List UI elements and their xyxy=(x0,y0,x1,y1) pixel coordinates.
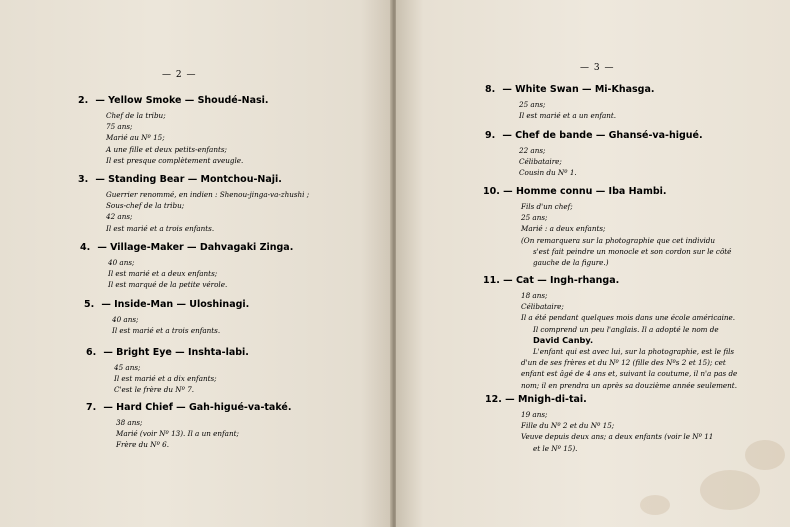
entry-line: Il est marqué de la petite vérole. xyxy=(108,280,228,290)
entry-heading: — Chef de bande — Ghansé-va-higué. xyxy=(502,130,703,141)
entry-line-bold: David Canby. xyxy=(533,334,594,345)
entry-heading: — Cat — Ingh-rhanga. xyxy=(503,275,620,286)
paper-stain xyxy=(745,440,785,470)
entry-line: 42 ans; xyxy=(106,212,133,222)
entry-number: 12. xyxy=(485,394,502,405)
page-number-left: — 2 — xyxy=(162,70,197,80)
entry-line: Marié au Nº 15; xyxy=(106,133,165,143)
entry-heading: — White Swan — Mi-Khasga. xyxy=(502,84,655,95)
entry-heading: — Village-Maker — Dahvagaki Zinga. xyxy=(97,242,294,253)
entry-line: Fille du Nº 2 et du Nº 15; xyxy=(521,421,615,431)
entry-number: 2. xyxy=(78,95,89,106)
entry-line: 75 ans; xyxy=(106,122,133,132)
entry-number: 11. xyxy=(483,275,500,286)
entry-line: 25 ans; xyxy=(521,213,548,223)
entry-2 xyxy=(78,95,269,166)
entry-line: 38 ans; xyxy=(116,418,143,427)
entry-line: Cousin du Nº 1. xyxy=(519,168,577,178)
entry-number: 7. xyxy=(86,402,97,413)
entry-line: Il est marié et a deux enfants; xyxy=(108,269,218,279)
entry-11 xyxy=(483,275,737,391)
entry-line: Il est marié et a un enfant. xyxy=(519,111,617,121)
entry-number: 6. xyxy=(86,347,97,358)
entry-9 xyxy=(485,130,703,179)
entry-line: 40 ans; xyxy=(108,258,135,267)
entry-line: et le Nº 15). xyxy=(533,443,578,453)
entry-7 xyxy=(86,402,291,451)
paper-stain xyxy=(640,495,670,515)
entry-heading: — Yellow Smoke — Shoudé-Nasi. xyxy=(95,95,269,106)
entry-heading: — Bright Eye — Inshta-labi. xyxy=(103,347,249,358)
entry-number: 3. xyxy=(78,174,89,185)
entry-line: Marié (voir Nº 13). Il a un enfant; xyxy=(116,429,239,439)
entry-line: gauche de la figure.) xyxy=(533,258,609,268)
entry-heading: — Standing Bear — Montchou-Naji. xyxy=(95,174,282,185)
entry-heading: — Mnigh-di-tai. xyxy=(505,394,587,405)
entry-line: Célibataire; xyxy=(521,302,564,312)
entry-4 xyxy=(80,242,293,291)
entry-line: Il est presque complètement aveugle. xyxy=(106,155,244,165)
entry-heading: — Homme connu — Iba Hambi. xyxy=(503,186,667,197)
entry-6 xyxy=(86,347,249,396)
entry-line: Marié : a deux enfants; xyxy=(521,224,606,234)
entry-line: Fils d'un chef; xyxy=(521,202,573,211)
entry-line: 25 ans; xyxy=(519,100,546,109)
entry-line: Il est marié et a trois enfants. xyxy=(112,326,221,336)
entry-line: 22 ans; xyxy=(519,146,546,155)
entry-number: 5. xyxy=(84,299,95,310)
entry-line: (On remarquera sur la photographie que cet individu xyxy=(521,235,716,245)
entry-line: Il est marié et a dix enfants; xyxy=(114,374,217,384)
entry-heading: — Hard Chief — Gah-higué-va-také. xyxy=(103,402,292,413)
entry-8 xyxy=(485,84,654,121)
entry-line: C'est le frère du Nº 7. xyxy=(114,385,195,395)
entry-line: Frère du Nº 6. xyxy=(116,440,169,450)
entry-line: L'enfant qui est avec lui, sur la photographie, est le fils xyxy=(533,347,735,357)
entry-10 xyxy=(483,186,731,268)
page-number-right: — 3 — xyxy=(580,63,615,73)
entry-12 xyxy=(485,394,713,454)
entry-line: enfant est âgé de 4 ans et, suivant la coutume, il n'a pas de xyxy=(521,369,738,379)
entry-line: Il comprend un peu l'anglais. Il a adopté le nom de xyxy=(533,324,719,334)
entry-number: 10. xyxy=(483,186,500,197)
entry-3 xyxy=(78,174,309,234)
entry-5 xyxy=(84,299,249,336)
paper-stain xyxy=(700,470,760,510)
entry-line: Il est marié et a trois enfants. xyxy=(106,223,215,233)
entry-line: A une fille et deux petits-enfants; xyxy=(106,144,227,154)
entry-number: 4. xyxy=(80,242,91,253)
entry-line: 18 ans; xyxy=(521,291,548,300)
entry-number: 8. xyxy=(485,84,496,95)
entry-line: Chef de la tribu; xyxy=(106,111,166,120)
entry-line: d'un de ses frères et du Nº 12 (fille des Nºs 2 et 15); cet xyxy=(521,358,726,368)
entry-heading: — Inside-Man — Uloshinagi. xyxy=(101,299,250,310)
entry-line: Guerrier renommé, en indien : Shenou-jinga-va-zhushi ; xyxy=(106,190,310,199)
entry-line: 45 ans; xyxy=(114,363,141,372)
entry-line: Il a été pendant quelques mois dans une école américaine. xyxy=(521,313,736,323)
entry-line: 19 ans; xyxy=(521,410,548,419)
entry-line: s'est fait peindre un monocle et son cordon sur le côté xyxy=(533,246,732,256)
entry-line: 40 ans; xyxy=(112,315,139,324)
entry-line: Sous-chef de la tribu; xyxy=(106,201,185,211)
entry-number: 9. xyxy=(485,130,496,141)
entry-line: nom; il en prendra un après sa douzième année seulement. xyxy=(521,380,737,390)
entry-line: Veuve depuis deux ans; a deux enfants (voir le Nº 11 xyxy=(521,432,714,442)
entry-line: Célibataire; xyxy=(519,157,562,167)
